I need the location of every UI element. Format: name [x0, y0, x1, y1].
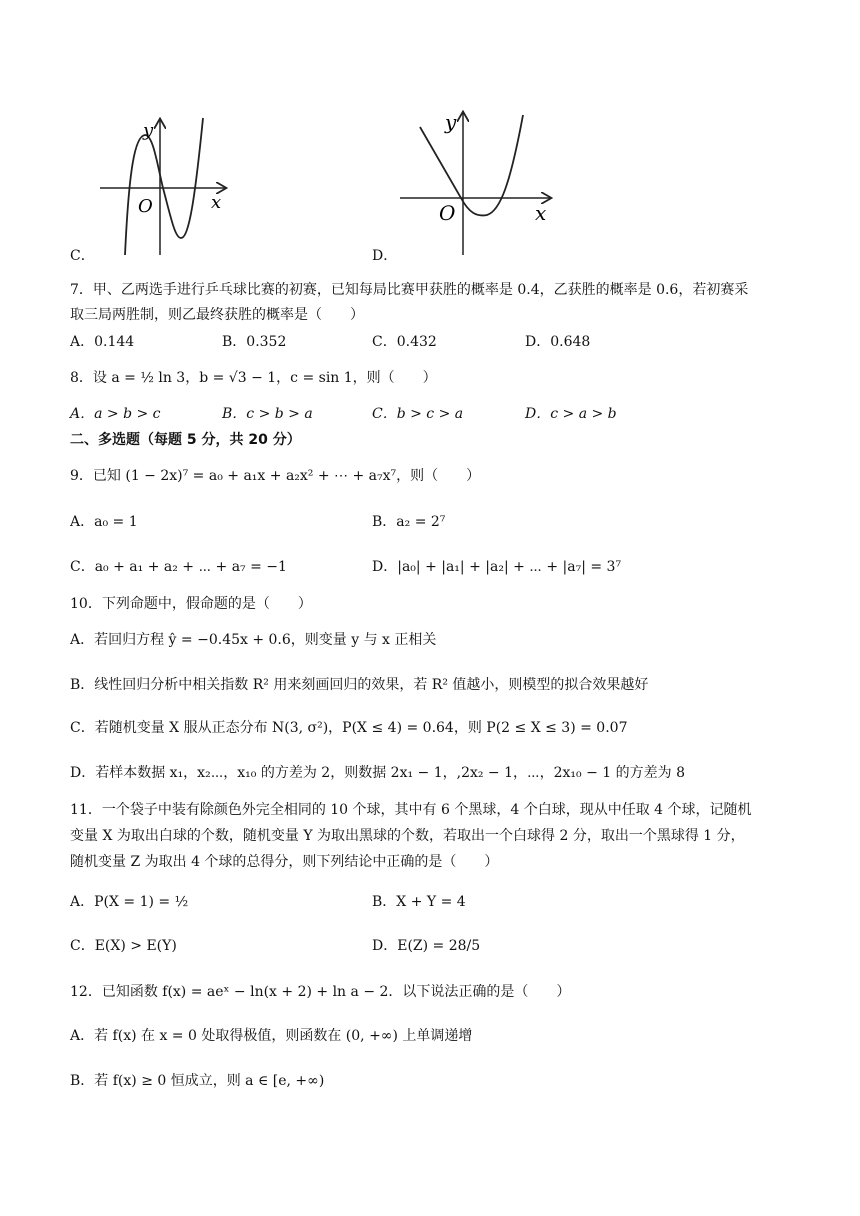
q8-option-d: D．c > a > b	[525, 406, 617, 422]
q11-option-c: C．E(X) > E(Y)	[70, 938, 177, 954]
q11-line3: 随机变量 Z 为取出 4 个球的总得分，则下列结论中正确的是（ ）	[70, 854, 499, 870]
q7-option-a: A．0.144	[70, 334, 135, 350]
q9-option-c: C．a₀ + a₁ + a₂ + ⋯ + a₇ = −1	[70, 559, 287, 575]
q8-stem: 8．设 a = ½ ln 3，b = √3 − 1，c = sin 1，则（ ）	[70, 370, 437, 386]
q11-option-b: B．X + Y = 4	[372, 894, 466, 910]
q7-option-b: B．0.352	[222, 334, 287, 350]
q11-line1: 11．一个袋子中装有除颜色外完全相同的 10 个球，其中有 6 个黑球，4 个白球，现从中任取 4 个球，记随机	[70, 802, 752, 818]
q9-stem: 9．已知 (1 − 2x)⁷ = a₀ + a₁x + a₂x² + ⋯ + a₇x⁷，则（ ）	[70, 468, 481, 484]
graph-d	[395, 105, 560, 260]
axis-y-label: y	[143, 120, 154, 141]
q10-option-a: A．若回归方程 ŷ = −0.45x + 0.6，则变量 y 与 x 正相关	[70, 632, 437, 648]
q9-option-a: A．a₀ = 1	[70, 514, 138, 530]
q7-option-d: D．0.648	[525, 334, 591, 350]
q9-option-d: D．|a₀| + |a₁| + |a₂| + ⋯ + |a₇| = 3⁷	[372, 559, 622, 575]
q10-option-c: C．若随机变量 X 服从正态分布 N(3, σ²)，P(X ≤ 4) = 0.64，则 P(2 ≤ X ≤ 3) = 0.07	[70, 720, 628, 736]
origin-label: O	[138, 196, 153, 217]
axis-x-label: x	[211, 192, 222, 213]
q12-option-a: A．若 f(x) 在 x = 0 处取得极值，则函数在 (0, +∞) 上单调递增	[70, 1028, 473, 1044]
axis-x-label: x	[535, 201, 547, 225]
section-heading: 二、多选题（每题 5 分，共 20 分）	[70, 432, 301, 448]
q10-option-b: B．线性回归分析中相关指数 R² 用来刻画回归的效果，若 R² 值越小，则模型的拟合效果越好	[70, 677, 649, 693]
q11-option-d: D．E(Z) = 28/5	[372, 938, 481, 954]
q12-stem: 12．已知函数 f(x) = aeˣ − ln(x + 2) + ln a − 2．以下说法正确的是（ ）	[70, 984, 571, 1000]
q7-line1: 7．甲、乙两选手进行乒乓球比赛的初赛，已知每局比赛甲获胜的概率是 0.4，乙获胜的概率是 0.6，若初赛采	[70, 282, 749, 298]
q12-option-b: B．若 f(x) ≥ 0 恒成立，则 a ∈ [e, +∞)	[70, 1073, 325, 1089]
option-d-label: D．	[372, 248, 398, 264]
curve-d	[420, 115, 523, 215]
q7-option-c: C．0.432	[372, 334, 437, 350]
axis-y-label: y	[445, 110, 457, 134]
q11-line2: 变量 X 为取出白球的个数，随机变量 Y 为取出黑球的个数，若取出一个白球得 2 分，取出一个黑球得 1 分，	[70, 828, 745, 844]
q11-option-a: A．P(X = 1) = ½	[70, 894, 189, 910]
graph-c	[95, 108, 245, 258]
q9-option-b: B．a₂ = 2⁷	[372, 514, 446, 530]
q8-option-a: A．a > b > c	[70, 406, 161, 422]
q8-option-b: B．c > b > a	[222, 406, 313, 422]
origin-label: O	[439, 201, 456, 225]
option-c-label: C．	[70, 248, 95, 264]
q8-option-c: C．b > c > a	[372, 406, 464, 422]
q10-stem: 10．下列命题中，假命题的是（ ）	[70, 596, 312, 612]
q7-line2: 取三局两胜制，则乙最终获胜的概率是（ ）	[70, 307, 364, 323]
curve-c	[125, 118, 203, 255]
q10-option-d: D．若样本数据 x₁，x₂⋯，x₁₀ 的方差为 2，则数据 2x₁ − 1，,2x₂ − 1，⋯，2x₁₀ − 1 的方差为 8	[70, 765, 685, 781]
